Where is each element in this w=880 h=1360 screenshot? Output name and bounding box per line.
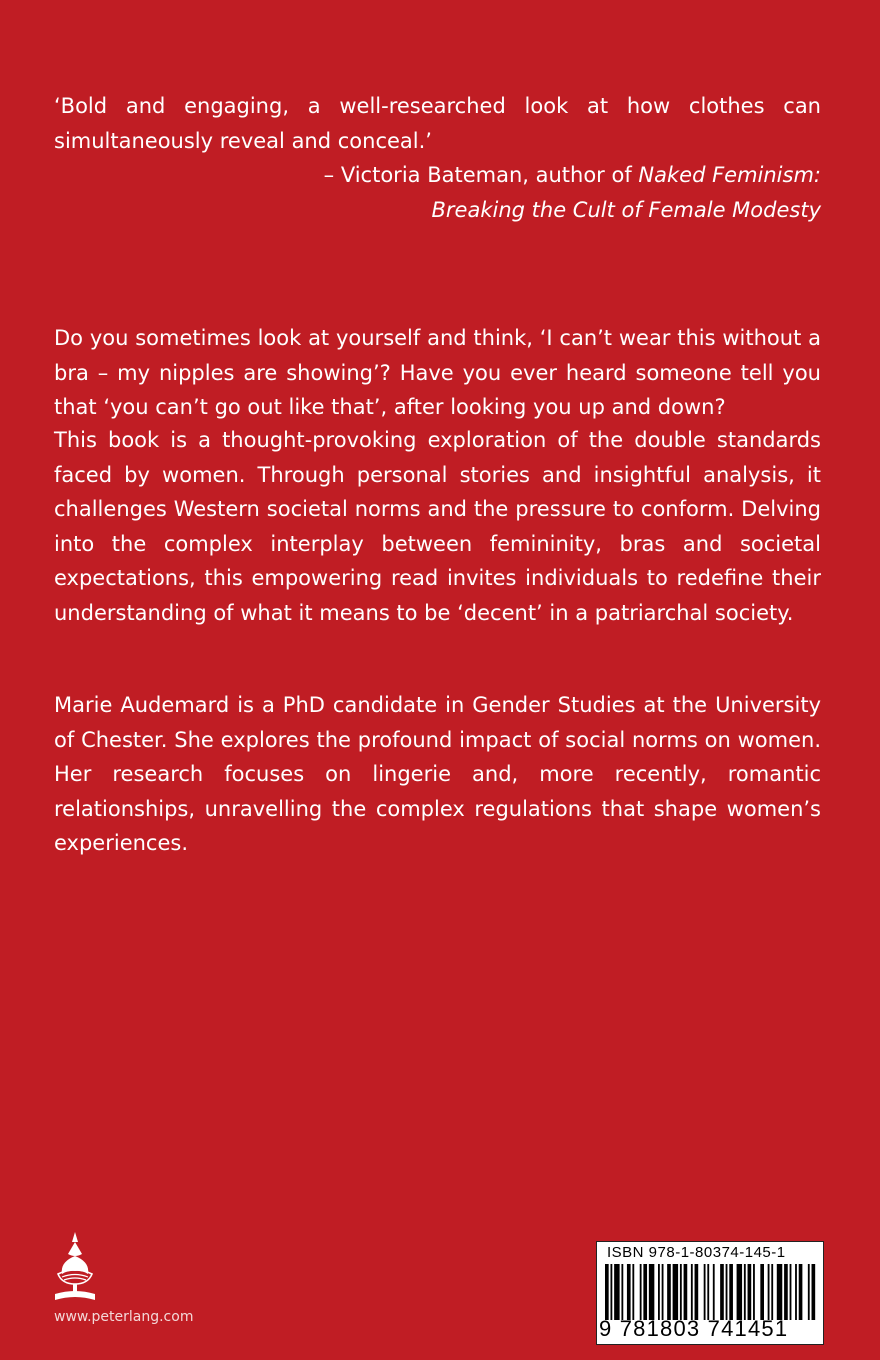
barcode-bar: [684, 1264, 688, 1320]
barcode-bar: [795, 1264, 797, 1320]
barcode-bar: [808, 1264, 810, 1320]
barcode-bar: [799, 1264, 803, 1320]
barcode-bar: [614, 1264, 619, 1320]
barcode-bar: [649, 1264, 654, 1320]
barcode-bar: [667, 1264, 671, 1320]
author-bio: Marie Audemard is a PhD candidate in Gender Studies at the University of Chester. She explores the profound impact of social norms on women. Her research focuses on lingerie and, more recently, romantic relationships, unravelling the complex regulations that shape women’s experiences.: [54, 693, 821, 855]
barcode-bar: [680, 1264, 682, 1320]
barcode-bar: [610, 1264, 612, 1320]
barcode-bar: [621, 1264, 623, 1320]
endorsement-attribution: [221, 158, 821, 227]
publisher-website: www.peterlang.com: [54, 1309, 194, 1325]
barcode-bar: [704, 1264, 706, 1320]
endorsement-author: – Victoria Bateman, author of: [323, 163, 632, 187]
barcode-bars: [605, 1264, 817, 1320]
barcode-bar: [771, 1264, 773, 1320]
barcode-bar: [744, 1264, 746, 1320]
barcode-bar: [605, 1264, 609, 1320]
barcode-bar: [713, 1264, 715, 1320]
barcode-bar: [748, 1264, 752, 1320]
barcode-bar: [726, 1264, 728, 1320]
barcode-bar: [729, 1264, 733, 1320]
isbn-label: ISBN 978-1-80374-145-1: [607, 1244, 786, 1261]
barcode-bar: [673, 1264, 678, 1320]
endorsement-quote: ‘Bold and engaging, a well-researched look at how clothes can simultaneously reveal and conceal.’: [54, 94, 821, 153]
endorsement-book-title-2: Breaking the Cult of Female Modesty: [431, 197, 821, 222]
barcode-bar: [784, 1264, 788, 1320]
blurb-paragraph-2: This book is a thought-provoking exploration of the double standards faced by women. Through personal stories and insightful analysis, it challenges Western societal norms and the pressure to conform. Delving into the complex interplay between femininity, bras and societal expectations, this empowering read invites individuals to redefine their understanding of what it means to be ‘decent’ in a patriarchal society.: [54, 428, 821, 625]
barcode-bar: [707, 1264, 709, 1320]
peter-lang-tree-logo: [52, 1230, 98, 1310]
barcode-bar: [643, 1264, 647, 1320]
barcode-bar: [812, 1264, 816, 1320]
blurb-paragraph-1: Do you sometimes look at yourself and think, ‘I can’t wear this without a bra – my nipples are showing’? Have you ever heard someone tell you that ‘you can’t go out like that’, after looking you up and down?: [54, 326, 821, 419]
barcode-bar: [768, 1264, 770, 1320]
endorsement-book-title-1: Naked Feminism:: [638, 163, 821, 187]
barcode-bar: [632, 1264, 634, 1320]
isbn-barcode: [596, 1241, 824, 1345]
barcode-bar: [790, 1264, 792, 1320]
barcode-bar: [777, 1264, 782, 1320]
barcode-bar: [760, 1264, 764, 1320]
barcode-digits: 9 781803 741451: [599, 1316, 789, 1341]
barcode-bar: [627, 1264, 631, 1320]
barcode-bar: [662, 1264, 664, 1320]
barcode-bar: [691, 1264, 693, 1320]
barcode-bar: [753, 1264, 755, 1320]
barcode-bar: [737, 1264, 742, 1320]
barcode-bar: [640, 1264, 642, 1320]
barcode-bar: [695, 1264, 699, 1320]
barcode-bar: [658, 1264, 660, 1320]
barcode-bar: [720, 1264, 724, 1320]
